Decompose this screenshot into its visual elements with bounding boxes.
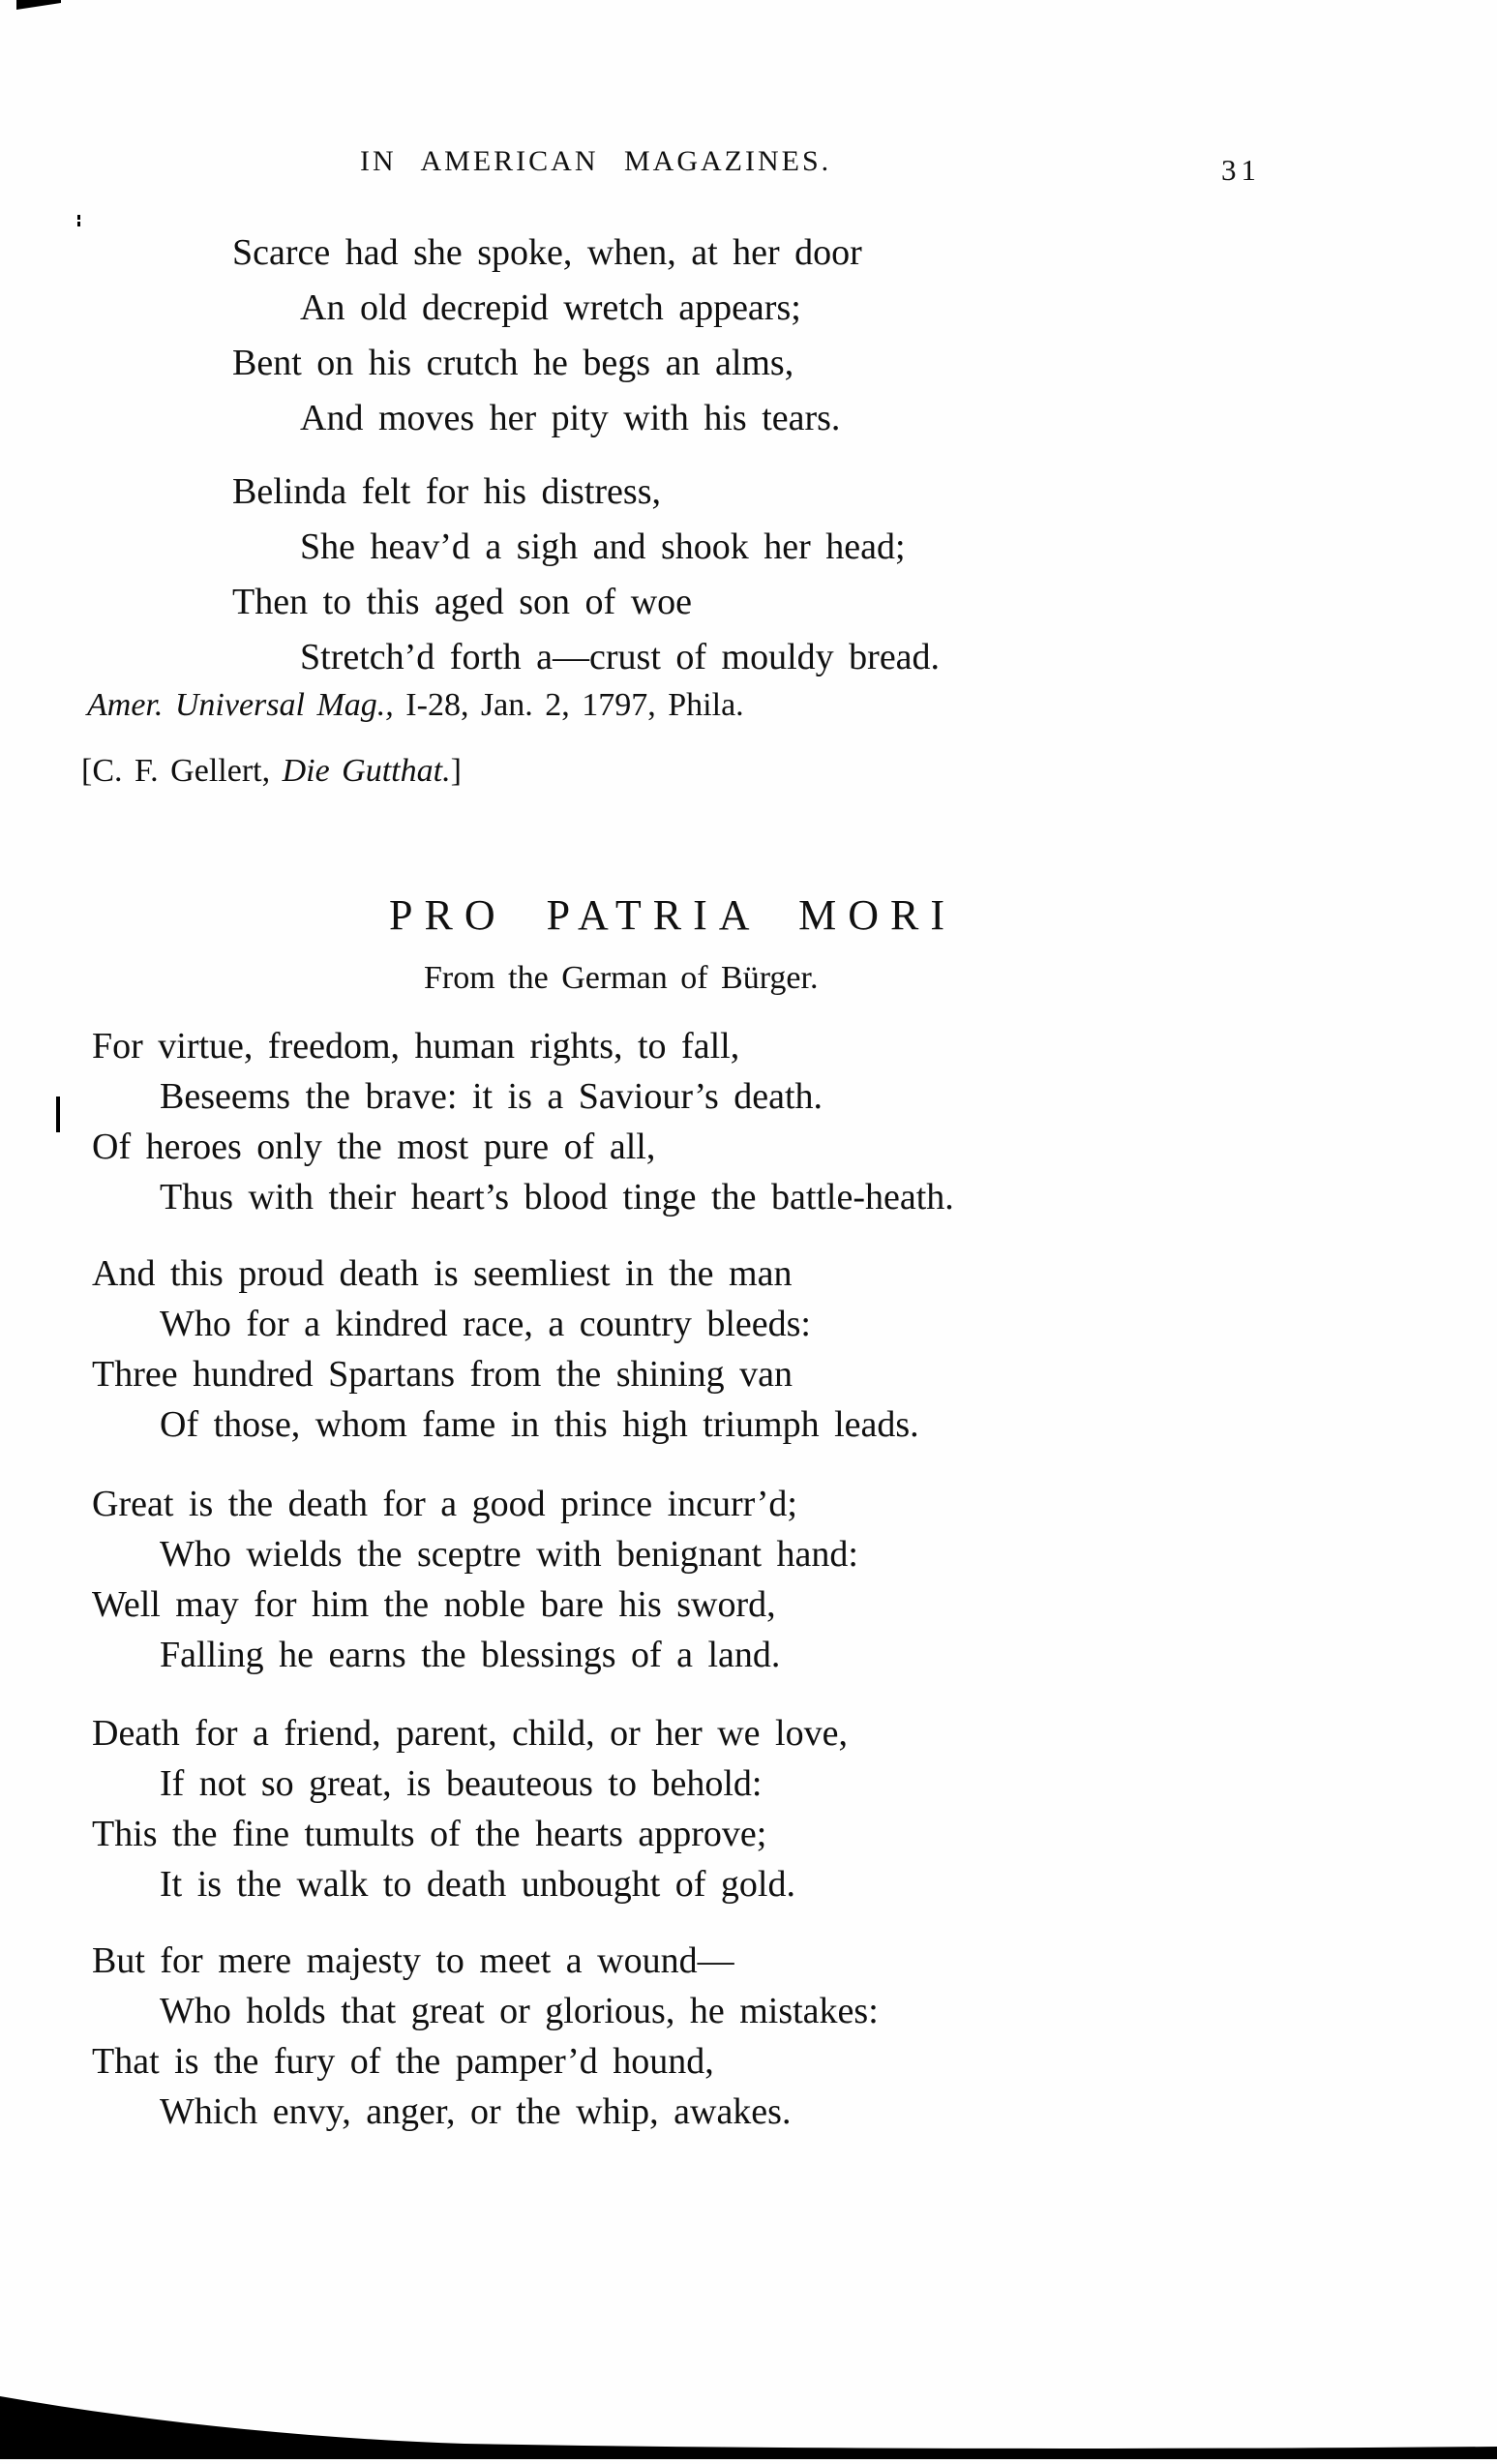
poem-line: Then to this aged son of woe [232,582,693,622]
poem-line: Who holds that great or glorious, he mistakes: [160,1991,879,2031]
poem-line: Belinda felt for his distress, [232,471,661,512]
scan-artifact-top-left [16,0,61,10]
poem-line: Who wields the sceptre with benignant hand: [160,1534,858,1575]
poem-line: This the fine tumults of the hearts approve; [92,1814,767,1854]
citation-source-detail: I-28, Jan. 2, 1797, Phila. [393,687,744,723]
poem-stanza-1 [92,1021,954,1222]
scan-artifact-bottom [0,2367,1497,2464]
poem-subtitle: From the German of Bürger. [424,960,819,996]
citation-source-italic: Amer. Universal Mag., [87,687,394,723]
poem-line: Three hundred Spartans from the shining van [92,1354,793,1395]
page-number: 31 [1221,153,1261,187]
source-citation [87,687,744,724]
poem-line: Bent on his crutch he begs an alms, [232,343,794,383]
poem-line: Thus with their heart’s blood tinge the battle-heath. [160,1177,954,1217]
poem-stanza-5 [92,1936,879,2137]
attribution-prefix: [C. F. Gellert, [81,753,283,789]
poem-line: And this proud death is seemliest in the man [92,1253,793,1294]
poem-line: Beseems the brave: it is a Saviour’s death. [160,1076,823,1117]
poem-line: Great is the death for a good prince incurr’d; [92,1484,797,1524]
margin-mark-top-lower [77,222,80,226]
poem-line: It is the walk to death unbought of gold. [160,1864,795,1905]
attribution-work-title: Die Gutthat. [282,753,451,789]
poem-stanza-3 [92,1479,858,1680]
poem-line: And moves her pity with his tears. [300,398,841,438]
poem-title: PRO PATRIA MORI [389,891,957,939]
poem-line: That is the fury of the pamper’d hound, [92,2041,714,2082]
poem-line: Death for a friend, parent, child, or her we love, [92,1713,848,1754]
poem-line: Stretch’d forth a—crust of mouldy bread. [300,637,941,677]
margin-mark-top [77,215,80,220]
attribution-suffix: ] [450,753,462,789]
poem-line: Which envy, anger, or the whip, awakes. [160,2091,792,2132]
poem-line: Scarce had she spoke, when, at her door [232,232,862,273]
margin-mark-middle [56,1097,60,1132]
poem-line: She heav’d a sigh and shook her head; [300,526,906,567]
poem-stanza-2 [92,1248,919,1450]
poem-line: But for mere majesty to meet a wound— [92,1940,734,1981]
poem-line: Of those, whom fame in this high triumph leads. [160,1404,919,1445]
poem-line: Of heroes only the most pure of all, [92,1127,656,1167]
poem-line: An old decrepid wretch appears; [300,287,801,328]
running-head-title: IN AMERICAN MAGAZINES. [360,145,832,177]
poem-line: Who for a kindred race, a country bleeds: [160,1304,811,1344]
poem-line: Well may for him the noble bare his sword, [92,1584,776,1625]
belinda-stanza-2 [232,465,940,685]
poem-line: If not so great, is beauteous to behold: [160,1763,763,1804]
poem-stanza-4 [92,1708,848,1909]
poem-line: Falling he earns the blessings of a land. [160,1635,781,1675]
poem-line: For virtue, freedom, human rights, to fall, [92,1026,740,1067]
author-attribution [81,753,462,790]
belinda-stanza-1 [232,225,862,446]
